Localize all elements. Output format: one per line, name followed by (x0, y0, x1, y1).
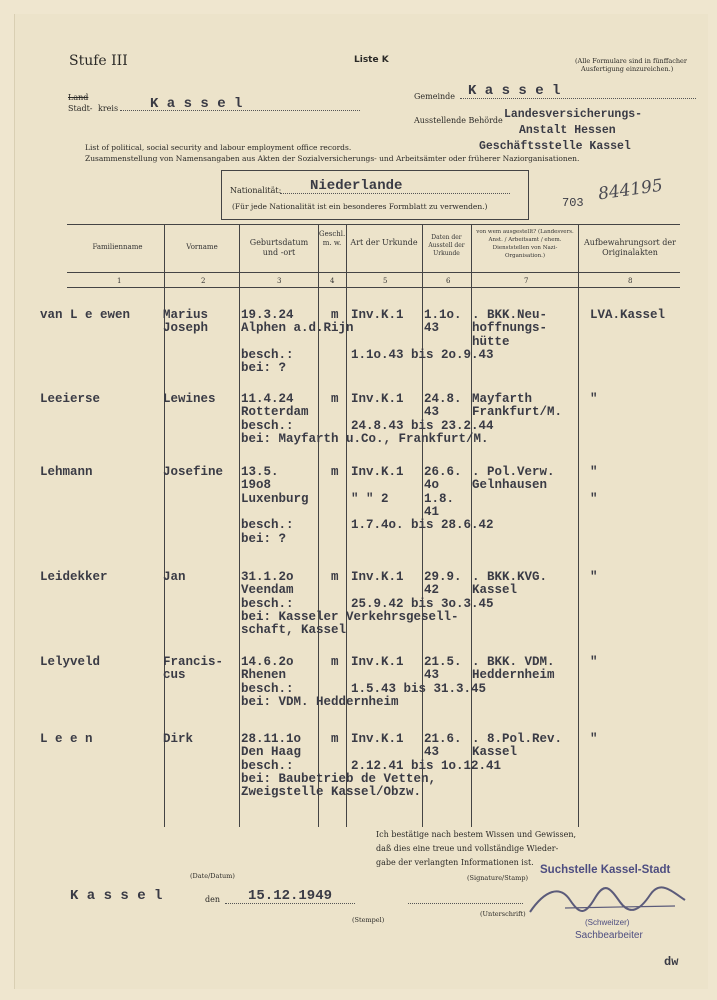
col-header-8: Aufbewahrungsort der Originalakten (584, 238, 676, 257)
intro-german: Zusammenstellung von Namensangaben aus Akten der Sozialversicherungs- und Arbeitsämter oder früherer Naziorganisationen. (85, 154, 580, 163)
entry-cell: 24.8. (424, 392, 462, 406)
unterschrift-caption: (Unterschrift) (480, 910, 526, 918)
entry-cell: 1.7.4o. bis 28.6.42 (351, 518, 494, 533)
table-header-rule (67, 272, 680, 273)
den-label: den (205, 895, 221, 904)
behoerde-line1: Landesversicherungs- (504, 108, 643, 121)
entry-cell: 1.8. (424, 491, 455, 506)
entry-cell: 1.1o. (424, 308, 462, 322)
form-note-line2: Ausfertigung einzureichen.) (581, 65, 674, 73)
entry-cell: " (590, 655, 598, 669)
nationality-label: Nationalität: (230, 186, 282, 195)
entry-cell: van L e ewen (40, 308, 131, 322)
date-caption: (Date/Datum) (190, 872, 235, 880)
page-number: 703 (562, 196, 584, 210)
col-header-2: Vorname (186, 243, 218, 251)
entry-cell: 41 (424, 504, 440, 519)
signature-caption: (Signature/Stamp) (467, 874, 529, 882)
col-number-7: 7 (524, 277, 529, 285)
table-number-rule (67, 287, 680, 288)
entry-cell: Zweigstelle Kassel/Obzw. (241, 785, 422, 800)
intro-english: List of political, social security and labour employment office records. (85, 143, 352, 152)
entry-cell: 43 (424, 405, 440, 420)
behoerde-line2: Anstalt Hessen (519, 124, 616, 137)
entry-cell: hoffnungs- (472, 321, 548, 336)
nationality-value: Niederlande (310, 178, 403, 194)
place-value: K a s s e l (70, 888, 163, 904)
col-header-1: Familienname (92, 243, 143, 251)
col-divider-4 (346, 224, 347, 827)
entry-cell: m (331, 308, 339, 322)
kreis-label: kreis (98, 104, 119, 113)
entry-cell: Leeierse (40, 392, 101, 406)
entry-cell: " (590, 392, 598, 406)
entry-cell: . BKK.KVG. (472, 570, 548, 584)
signature-dotted-line (408, 903, 523, 904)
col-header-3: Geburtsdatum und -ort (249, 238, 309, 257)
entry-cell: besch.: (241, 758, 294, 773)
entry-cell: Inv.K.1 (351, 655, 404, 669)
entry-cell: " " 2 (351, 491, 389, 506)
entry-cell: 25.9.42 bis 3o.3.45 (351, 596, 494, 611)
col-number-4: 4 (330, 277, 335, 285)
entry-cell: Leidekker (40, 570, 108, 584)
entry-cell: 24.8.43 bis 23.2.44 (351, 418, 494, 433)
entry-cell: " (590, 465, 598, 479)
entry-cell: Den Haag (241, 745, 302, 760)
col-number-6: 6 (446, 277, 451, 285)
entry-cell: Veendam (241, 583, 294, 598)
entry-cell: 1.5.43 bis 31.3.45 (351, 681, 487, 696)
entry-cell: Joseph (163, 321, 209, 336)
col-number-5: 5 (383, 277, 388, 285)
entry-cell: schaft, Kassel (241, 623, 347, 638)
entry-cell: besch.: (241, 596, 294, 611)
entry-cell: Luxenburg (241, 491, 309, 506)
form-note-line1: (Alle Formulare sind in fünffacher (575, 57, 688, 65)
stempel-caption: (Stempel) (352, 916, 385, 924)
entry-cell: bei: Baubetrieb de Vetten, (241, 771, 437, 786)
entry-cell: 43 (424, 321, 440, 336)
entry-cell: Gelnhausen (472, 478, 548, 493)
entry-cell: cus (163, 668, 186, 683)
entry-cell: 43 (424, 668, 440, 683)
entry-cell: m (331, 570, 339, 584)
entry-cell: Jan (163, 570, 186, 584)
entry-cell: Lehmann (40, 465, 93, 479)
entry-cell: 42 (424, 583, 440, 598)
entry-cell: bei: VDM. Heddernheim (241, 694, 399, 709)
entry-cell: 29.9. (424, 570, 462, 584)
kreis-value: K a s s e l (150, 96, 243, 112)
entry-cell: " (590, 491, 598, 506)
col-header-6: Daten der Ausstell der Urkunde (428, 234, 465, 257)
col-header-4: Geschl. m. w. (319, 230, 346, 247)
entry-cell: 13.5. (241, 465, 279, 479)
entry-cell: m (331, 465, 339, 479)
entry-cell: 26.6. (424, 465, 462, 479)
entry-cell: Heddernheim (472, 668, 555, 683)
entry-cell: bei: ? (241, 531, 287, 546)
entry-cell: m (331, 655, 339, 669)
entry-cell: bei: ? (241, 361, 287, 376)
entry-cell: Inv.K.1 (351, 732, 404, 746)
handwritten-signature (525, 880, 695, 920)
entry-cell: . Pol.Verw. (472, 465, 555, 479)
col-number-8: 8 (628, 277, 633, 285)
entry-cell: besch.: (241, 418, 294, 433)
certification-line2: daß dies eine treue und vollständige Wieder- (376, 844, 559, 853)
behoerde-label: Ausstellende Behörde (414, 116, 503, 125)
entry-cell: Inv.K.1 (351, 570, 404, 584)
col-number-2: 2 (201, 277, 206, 285)
entry-cell: . 8.Pol.Rev. (472, 732, 563, 746)
entry-cell: . BKK. VDM. (472, 655, 555, 669)
entry-cell: 4o (424, 478, 440, 493)
land-struck-label: Land (68, 93, 89, 102)
entry-cell: besch.: (241, 347, 294, 362)
entry-cell: " (590, 732, 598, 746)
entry-cell: 19.3.24 (241, 308, 294, 322)
entry-cell: " (590, 570, 598, 584)
col-header-5: Art der Urkunde (350, 238, 418, 247)
entry-cell: m (331, 732, 339, 746)
certification-line3: gabe der verlangten Informationen ist. (376, 858, 534, 867)
nationality-note: (Für jede Nationalität ist ein besonderes Formblatt zu verwenden.) (232, 202, 488, 211)
entry-cell: 21.5. (424, 655, 462, 669)
entry-cell: Lelyveld (40, 655, 101, 669)
entry-cell: Rhenen (241, 668, 287, 683)
liste-label: Liste K (354, 55, 389, 65)
entry-cell: Marius (163, 308, 209, 322)
entry-cell: Mayfarth (472, 392, 533, 406)
gemeinde-label: Gemeinde (414, 92, 456, 101)
entry-cell: 28.11.1o (241, 732, 302, 746)
entry-cell: Frankfurt/M. (472, 405, 563, 420)
entry-cell: 2.12.41 bis 1o.12.41 (351, 758, 502, 773)
entry-cell: bei: Kasseler Verkehrsgesell- (241, 609, 459, 624)
stufe-label: Stufe III (69, 53, 128, 69)
entry-cell: Inv.K.1 (351, 465, 404, 479)
entry-cell: 11.4.24 (241, 392, 294, 406)
date-value: 15.12.1949 (248, 888, 333, 904)
certification-line1: Ich bestätige nach bestem Wissen und Gewissen, (376, 830, 577, 839)
col-number-1: 1 (117, 277, 122, 285)
entry-cell: Inv.K.1 (351, 308, 404, 322)
entry-cell: Dirk (163, 732, 194, 746)
behoerde-line3: Geschäftsstelle Kassel (479, 140, 631, 153)
entry-cell: 19o8 (241, 478, 272, 493)
table-top-rule (67, 224, 680, 225)
col-divider-7 (578, 224, 579, 827)
handwritten-ref: 844195 (596, 175, 664, 205)
stamp-name: (Schweitzer) (585, 918, 630, 927)
stamp-role: Sachbearbeiter (575, 930, 643, 941)
entry-cell: Kassel (472, 583, 518, 598)
col-divider-3 (318, 224, 319, 827)
entry-cell: 1.1o.43 bis 2o.9.43 (351, 347, 494, 362)
entry-cell: besch.: (241, 681, 294, 696)
entry-cell: 31.1.2o (241, 570, 294, 584)
entry-cell: . BKK.Neu- (472, 308, 548, 322)
entry-cell: 43 (424, 745, 440, 760)
col-header-7: von wem ausgestellt? (Landesvers. Anst. / Arbeitsamt / ehem. Dienststellen von Nazi-Organisation.) (476, 229, 574, 259)
col-divider-2 (239, 224, 240, 827)
entry-cell: 21.6. (424, 732, 462, 746)
stadt-label: Stadt- (68, 104, 93, 113)
entry-cell: Rotterdam (241, 405, 309, 420)
stamp-office: Suchstelle Kassel-Stadt (540, 864, 671, 876)
entry-cell: Lewines (163, 392, 216, 406)
entry-cell: L e e n (40, 732, 93, 746)
entry-cell: besch.: (241, 518, 294, 533)
typist-initials: dw (664, 955, 679, 969)
entry-cell: Kassel (472, 745, 518, 760)
entry-cell: Alphen a.d.Rijn (241, 321, 354, 336)
entry-cell: hütte (472, 334, 510, 349)
entry-cell: m (331, 392, 339, 406)
entry-cell: bei: Mayfarth u.Co., Frankfurt/M. (241, 431, 489, 446)
entry-cell: 14.6.2o (241, 655, 294, 669)
entry-cell: Inv.K.1 (351, 392, 404, 406)
entry-cell: Francis- (163, 655, 224, 669)
gemeinde-value: K a s s e l (468, 83, 561, 99)
entry-cell: Josefine (163, 465, 224, 479)
col-number-3: 3 (277, 277, 282, 285)
entry-cell: LVA.Kassel (590, 308, 666, 322)
